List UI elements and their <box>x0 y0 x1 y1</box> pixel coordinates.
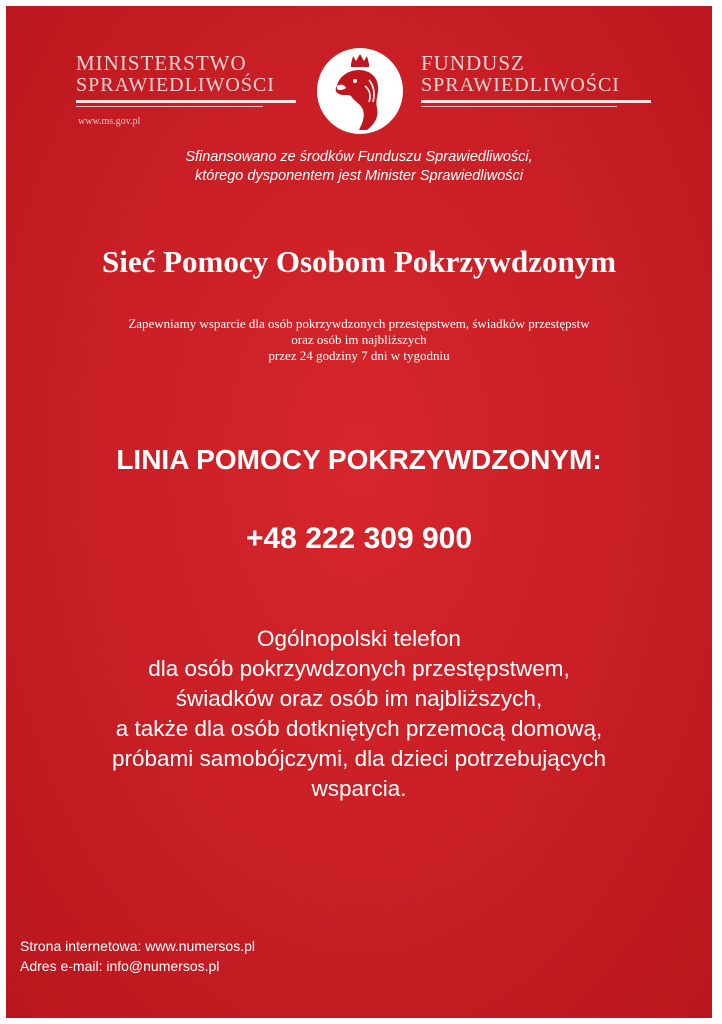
header <box>6 46 712 136</box>
fund-rule-thin <box>421 106 617 107</box>
fund-rule <box>421 100 651 103</box>
description-line: wsparcia. <box>311 776 407 801</box>
ministry-url: www.ms.gov.pl <box>78 116 141 127</box>
ministry-name-line2: SPRAWIEDLIWOŚCI <box>76 74 275 96</box>
funding-line-2: którego dysponentem jest Minister Sprawiedliwości <box>194 168 523 184</box>
support-note <box>6 316 712 364</box>
support-line-2: oraz osób im najbliższych <box>291 332 427 347</box>
fund-name-line2: SPRAWIEDLIWOŚCI <box>421 74 620 96</box>
description-line: świadków oraz osób im najbliższych, <box>175 686 543 711</box>
support-line-3: przez 24 godziny 7 dni w tygodniu <box>268 348 450 363</box>
fund-name-line1: FUNDUSZ <box>421 51 525 75</box>
description-line: dla osób pokrzywdzonych przestępstwem, <box>148 656 570 681</box>
helpline-heading: LINIA POMOCY POKRZYWDZONYM: <box>116 444 602 475</box>
ministry-logo <box>76 52 296 107</box>
ministry-rule-thin <box>76 106 263 107</box>
ministry-rule <box>76 100 296 103</box>
support-line-1: Zapewniamy wsparcie dla osób pokrzywdzonych przestępstwem, świadków przestępstw <box>128 316 590 331</box>
funding-note <box>6 148 712 186</box>
contact-info <box>20 936 255 976</box>
helpline-description <box>6 624 712 804</box>
ministry-name-line1: MINISTERSTWO <box>76 51 247 75</box>
description-line: próbami samobójczymi, dla dzieci potrzebujących <box>112 746 606 771</box>
website-text: Strona internetowa: www.numersos.pl <box>20 938 255 954</box>
phone-number: +48 222 309 900 <box>245 522 473 555</box>
email-text: Adres e-mail: info@numersos.pl <box>20 958 220 974</box>
eagle-emblem-icon <box>315 46 405 136</box>
funding-line-1: Sfinansowano ze środków Funduszu Sprawiedliwości, <box>185 149 533 165</box>
poster <box>6 6 712 1018</box>
page-title: Sieć Pomocy Osobom Pokrzywdzonym <box>101 244 617 279</box>
fund-logo <box>421 52 651 107</box>
description-line: Ogólnopolski telefon <box>257 626 461 651</box>
description-line: a także dla osób dotkniętych przemocą domową, <box>115 716 603 741</box>
